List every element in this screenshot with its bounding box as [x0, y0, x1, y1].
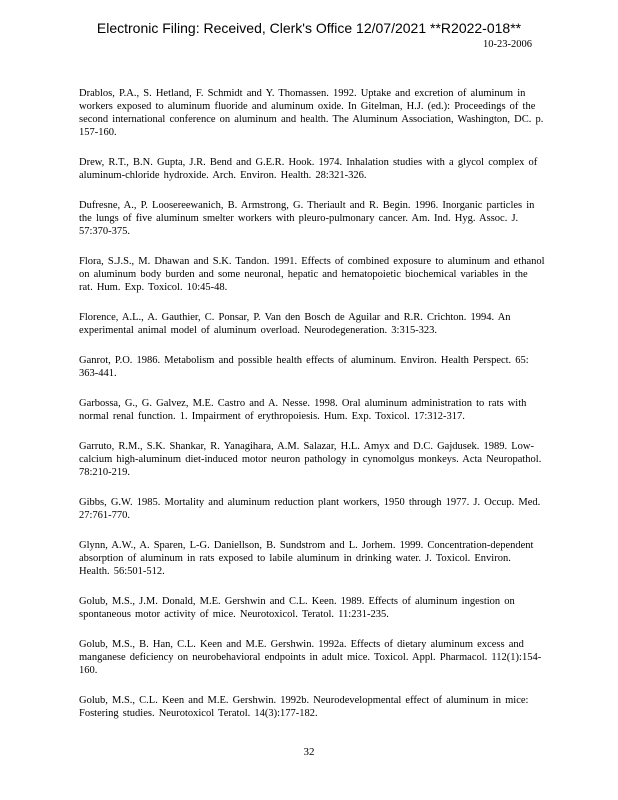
filing-stamp: Electronic Filing: Received, Clerk's Office 12/07/2021 **R2022-018**: [96, 20, 522, 36]
reference-entry: Drew, R.T., B.N. Gupta, J.R. Bend and G.E.R. Hook. 1974. Inhalation studies with a glycol complex of aluminum-chloride hydroxide. Arch. Environ. Health. 28:321-326.: [79, 157, 538, 181]
reference-entry: Golub, M.S., C.L. Keen and M.E. Gershwin. 1992b. Neurodevelopmental effect of aluminum in mice: Fostering studies. Neurotoxicol Teratol. 14(3):177-182.: [79, 695, 529, 719]
reference-entry: Gibbs, G.W. 1985. Mortality and aluminum reduction plant workers, 1950 through 1977. J. Occup. Med. 27:761-770.: [79, 497, 541, 521]
reference-entry: Glynn, A.W., A. Sparen, L-G. Daniellson, B. Sundstrom and L. Jorhem. 1999. Concentration-dependent absorption of aluminum in rats exposed to labile aluminum in drinking water. J. Toxicol. Environ. Health. 56:501-512.: [79, 540, 534, 577]
document-date: 10-23-2006: [483, 39, 532, 50]
reference-entry: Golub, M.S., J.M. Donald, M.E. Gershwin and C.L. Keen. 1989. Effects of aluminum ingestion on spontaneous motor activity of mice. Neurotoxicol. Teratol. 11:231-235.: [79, 596, 515, 620]
reference-list: [79, 87, 545, 737]
reference-entry: Drablos, P.A., S. Hetland, F. Schmidt and Y. Thomassen. 1992. Uptake and excretion of aluminum in workers exposed to aluminum fluoride and aluminum oxide. In Gitelman, H.J. (ed.): Proceedings of the second international conference on aluminum and health. The Aluminum Association, Washington, DC. p. 157-160.: [79, 88, 544, 138]
reference-entry: Dufresne, A., P. Loosereewanich, B. Armstrong, G. Theriault and R. Begin. 1996. Inorganic particles in the lungs of five aluminum smelter workers with pleuro-pulmonary cancer. Am. Ind. Hyg. Assoc. J. 57:370-375.: [79, 200, 535, 237]
reference-entry: Garruto, R.M., S.K. Shankar, R. Yanagihara, A.M. Salazar, H.L. Amyx and D.C. Gajdusek. 1989. Low-calcium high-aluminum diet-induced motor neuron pathology in cynomolgus monkeys. Acta Neuropathol. 78:210-219.: [79, 441, 542, 478]
reference-entry: Florence, A.L., A. Gauthier, C. Ponsar, P. Van den Bosch de Aguilar and R.R. Crichton. 1994. An experimental animal model of aluminum overload. Neurodegeneration. 3:315-323.: [79, 312, 511, 336]
page-number: 32: [303, 746, 315, 758]
reference-entry: Golub, M.S., B. Han, C.L. Keen and M.E. Gershwin. 1992a. Effects of dietary aluminum excess and manganese deficiency on neurobehavioral endpoints in adult mice. Toxicol. Appl. Pharmacol. 112(1):154-160.: [79, 639, 542, 676]
reference-entry: Ganrot, P.O. 1986. Metabolism and possible health effects of aluminum. Environ. Health Perspect. 65: 363-441.: [79, 355, 529, 379]
reference-entry: Garbossa, G., G. Galvez, M.E. Castro and A. Nesse. 1998. Oral aluminum administration to rats with normal renal function. 1. Impairment of erythropoiesis. Hum. Exp. Toxicol. 17:312-317.: [79, 398, 527, 422]
reference-entry: Flora, S.J.S., M. Dhawan and S.K. Tandon. 1991. Effects of combined exposure to aluminum and ethanol on aluminum body burden and some neuronal, hepatic and hematopoietic biochemical variables in the rat. Hum. Exp. Toxicol. 10:45-48.: [79, 256, 545, 293]
